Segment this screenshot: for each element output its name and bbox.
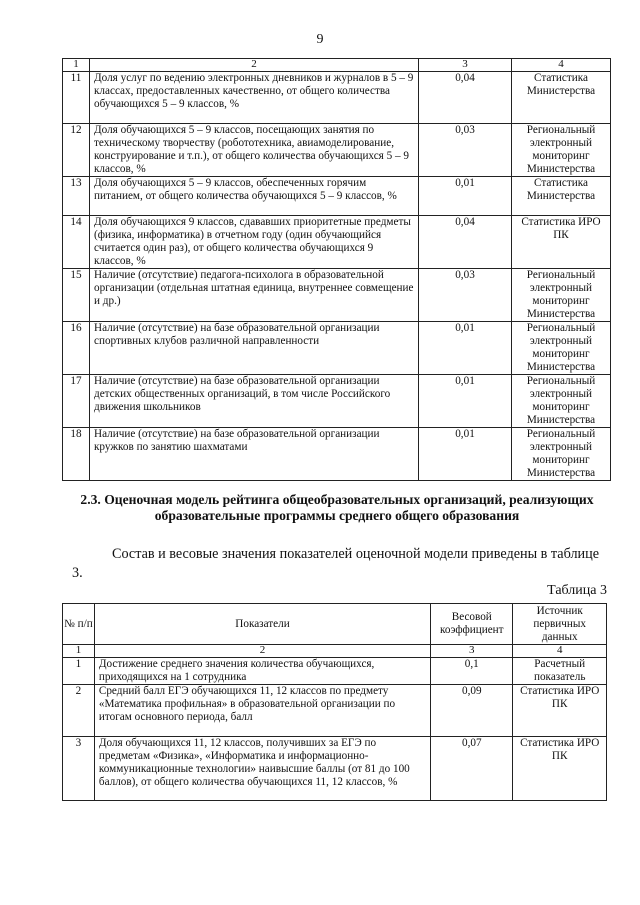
- row-indicator: Доля обучающихся 5 – 9 классов, обеспеченных горячим питанием, от общего количества обучающихся 5 – 9 классов, %: [90, 177, 419, 216]
- row-weight: 0,01: [419, 322, 512, 375]
- row-weight: 0,01: [419, 428, 512, 481]
- row-indicator: Доля услуг по ведению электронных дневников и журналов в 5 – 9 классах, предоставленных качественно, от общего количества обучающихся 5 – 9 классов, %: [90, 72, 419, 124]
- table-row: [63, 428, 611, 481]
- row-weight: 0,01: [419, 375, 512, 428]
- row-indicator: Достижение среднего значения количества обучающихся, приходящихся на 1 сотрудника: [94, 658, 430, 685]
- row-source: Региональный электронный мониторинг Министерства: [512, 269, 611, 322]
- row-weight: 0,04: [419, 72, 512, 124]
- row-number: 13: [63, 177, 90, 216]
- table-header-row: [63, 59, 611, 72]
- row-indicator: Наличие (отсутствие) на базе образовательной организации спортивных клубов различной направленности: [90, 322, 419, 375]
- row-indicator: Доля обучающихся 5 – 9 классов, посещающих занятия по техническому творчеству (робототехника, авиамоделирование, конструирование и т.п.), от общего количества обучающихся 5 – 9 классов, %: [90, 124, 419, 177]
- column-number-row: [63, 645, 607, 658]
- row-source: Расчетный показатель: [513, 658, 607, 685]
- table-row: [63, 72, 611, 124]
- table-row: [63, 322, 611, 375]
- table-row: [63, 177, 611, 216]
- row-indicator: Доля обучающихся 9 классов, сдававших приоритетные предметы (физика, информатика) в отчетном году (один обучающийся считается один раз), от общего количества обучающихся 9 классов, %: [90, 216, 419, 269]
- header-cell-source: Источник первичных данных: [513, 604, 607, 645]
- row-source: Статистика Министерства: [512, 72, 611, 124]
- page-number: 9: [316, 32, 324, 47]
- row-number: 18: [63, 428, 90, 481]
- row-number: 17: [63, 375, 90, 428]
- table-caption: Таблица 3: [547, 583, 607, 598]
- table-row: [63, 685, 607, 737]
- row-weight: 0,1: [431, 658, 513, 685]
- header-cell: 4: [512, 59, 611, 72]
- row-weight: 0,03: [419, 124, 512, 177]
- header-cell-number: № п/п: [63, 604, 95, 645]
- table-row: [63, 737, 607, 801]
- row-number: 11: [63, 72, 90, 124]
- table-row: [63, 375, 611, 428]
- row-source: Статистика ИРО ПК: [513, 685, 607, 737]
- row-source: Региональный электронный мониторинг Министерства: [512, 124, 611, 177]
- row-source: Статистика Министерства: [512, 177, 611, 216]
- row-weight: 0,01: [419, 177, 512, 216]
- row-weight: 0,07: [431, 737, 513, 801]
- row-indicator: Наличие (отсутствие) на базе образовательной организации кружков по занятию шахматами: [90, 428, 419, 481]
- column-number: 3: [431, 645, 513, 658]
- column-number: 1: [63, 645, 95, 658]
- row-source: Статистика ИРО ПК: [512, 216, 611, 269]
- row-weight: 0,09: [431, 685, 513, 737]
- table-row: [63, 269, 611, 322]
- section-title: 2.3. Оценочная модель рейтинга общеобразовательных организаций, реализующих образовательные программы среднего общего образования: [80, 492, 594, 523]
- column-number: 4: [513, 645, 607, 658]
- header-cell: 2: [90, 59, 419, 72]
- header-cell: 1: [63, 59, 90, 72]
- indicator-table-3: [62, 603, 607, 801]
- row-source: Региональный электронный мониторинг Министерства: [512, 322, 611, 375]
- row-weight: 0,04: [419, 216, 512, 269]
- table-header-row: [63, 604, 607, 645]
- header-cell-weight: Весовой коэффициент: [431, 604, 513, 645]
- row-indicator: Наличие (отсутствие) на базе образовательной организации детских общественных организаций, в том числе Российского движения школьников: [90, 375, 419, 428]
- row-number: 2: [63, 685, 95, 737]
- row-source: Региональный электронный мониторинг Министерства: [512, 375, 611, 428]
- table-row: [63, 216, 611, 269]
- table-row: [63, 658, 607, 685]
- row-number: 1: [63, 658, 95, 685]
- row-number: 14: [63, 216, 90, 269]
- row-number: 15: [63, 269, 90, 322]
- intro-paragraph: Состав и весовые значения показателей оценочной модели приведены в таблице 3.: [72, 546, 600, 581]
- row-number: 3: [63, 737, 95, 801]
- column-number: 2: [94, 645, 430, 658]
- table-row: [63, 124, 611, 177]
- row-indicator: Наличие (отсутствие) педагога-психолога в образовательной организации (отдельная штатная единица, внутреннее совмещение и др.): [90, 269, 419, 322]
- row-weight: 0,03: [419, 269, 512, 322]
- header-cell-indicators: Показатели: [94, 604, 430, 645]
- row-number: 12: [63, 124, 90, 177]
- row-number: 16: [63, 322, 90, 375]
- indicator-table-continued: [62, 58, 611, 481]
- row-source: Региональный электронный мониторинг Министерства: [512, 428, 611, 481]
- row-source: Статистика ИРО ПК: [513, 737, 607, 801]
- row-indicator: Средний балл ЕГЭ обучающихся 11, 12 классов по предмету «Математика профильная» в образовательной организации по итогам основного периода, балл: [94, 685, 430, 737]
- header-cell: 3: [419, 59, 512, 72]
- row-indicator: Доля обучающихся 11, 12 классов, получивших за ЕГЭ по предметам «Физика», «Информатика и информационно-коммуникационные технологии» наивысшие баллы (от 81 до 100 баллов), от общего количества обучающихся 11, 12 классов, %: [94, 737, 430, 801]
